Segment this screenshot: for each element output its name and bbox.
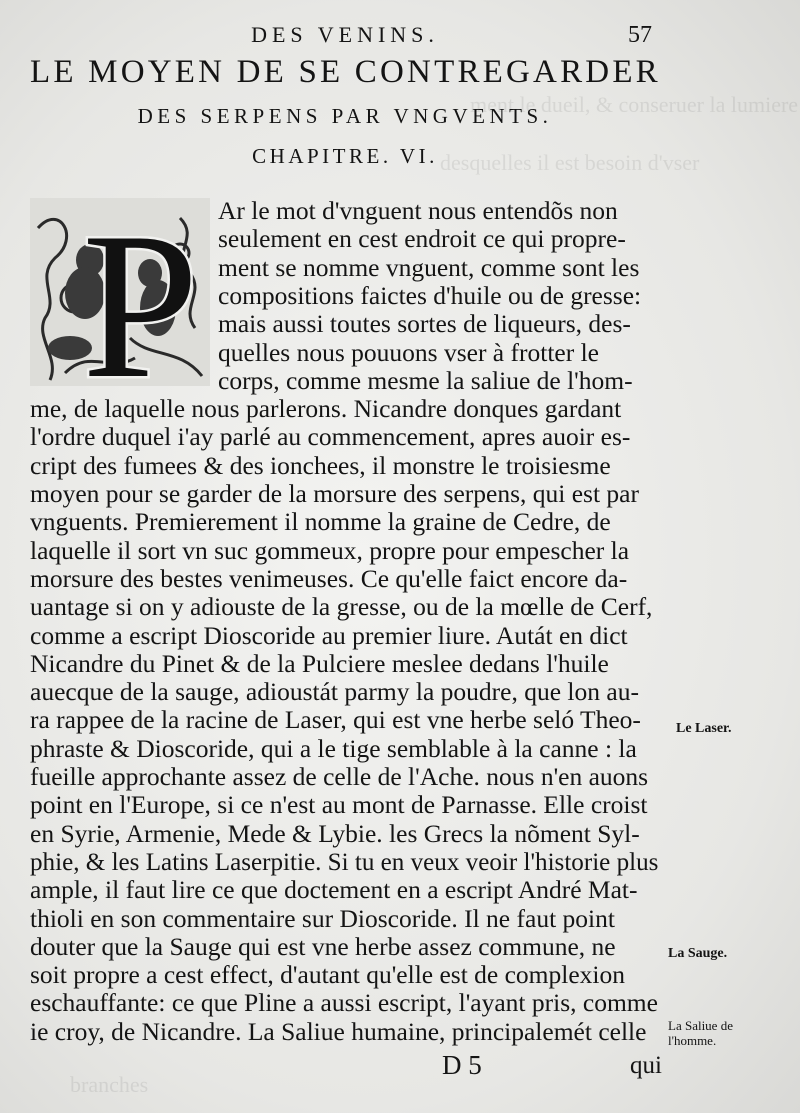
svg-text:P: P xyxy=(82,198,199,386)
text-line: Nicandre du Pinet & de la Pulciere meslee dedans l'huile xyxy=(30,648,609,678)
text-line: corps, comme mesme la saliue de l'hom- xyxy=(218,365,633,395)
text-line: fueille approchante assez de celle de l'Ache. nous n'en auons xyxy=(30,762,649,791)
margin-note-laser: Le Laser. xyxy=(676,721,732,736)
decorated-initial xyxy=(30,198,210,386)
text-line: phie, & les Latins Laserpitie. Si tu en veux veoir l'historie plus xyxy=(30,846,659,876)
text-line: uantage si on y adiouste de la gresse, ou de la mœlle de Cerf, xyxy=(30,592,653,622)
running-head: DES VENINS. xyxy=(251,22,439,47)
text-line: en Syrie, Armenie, Mede & Lybie. les Grecs la nõment Syl- xyxy=(30,818,640,848)
text-line: quelles nous pouuons vser à frotter le xyxy=(218,337,599,367)
chapter-number: CHAPITRE. VI. xyxy=(252,144,438,168)
text-line: eschauffante: ce que Pline a aussi escript, l'ayant pris, comme xyxy=(30,988,658,1018)
text-line: phraste & Dioscoride, qui a le tige semblable à la canne : la xyxy=(30,733,637,763)
text-line: mais aussi toutes sortes de liqueurs, des- xyxy=(218,309,631,339)
text-line: vnguents. Premierement il nomme la graine de Cedre, de xyxy=(30,507,611,537)
chapter-subtitle: DES SERPENS PAR VNGVENTS. xyxy=(137,104,553,128)
margin-note-saliue: La Saliue de l'homme. xyxy=(668,1018,733,1048)
text-line: ra rappee de la racine de Laser, qui est vne herbe seló Theo- xyxy=(30,705,641,735)
text-line: compositions faictes d'huile ou de gresse: xyxy=(218,280,642,310)
text-line: point en l'Europe, si ce n'est au mont de Parnasse. Elle croist xyxy=(30,790,648,820)
text-line: Ar le mot d'vnguent nous entendõs non xyxy=(218,196,618,225)
text-line: thioli en son commentaire sur Dioscoride. Il ne faut point xyxy=(30,903,615,933)
text-line: l'ordre duquel i'ay parlé au commencement, apres auoir es- xyxy=(30,422,631,452)
text-line: cript des fumees & des ionchees, il monstre le troisiesme xyxy=(30,450,611,480)
text-line: auecque de la sauge, adioustát parmy la poudre, que lon au- xyxy=(30,677,639,707)
bleed-through-text: desquelles il est besoin d'vser xyxy=(440,150,700,175)
text-line: ie croy, de Nicandre. La Saliue humaine, principalemét celle xyxy=(30,1016,647,1046)
text-line: soit propre a cest effect, d'autant qu'elle est de complexion xyxy=(30,960,626,990)
bleed-through-text: ment le dueil, & conseruer la lumiere xyxy=(470,92,799,117)
text-line: ample, il faut lire ce que doctement en a escript André Mat- xyxy=(30,875,638,905)
bleed-through-text: branches xyxy=(70,1072,149,1097)
text-line: ment se nomme vnguent, comme sont les xyxy=(218,252,640,282)
text-line: morsure des bestes venimeuses. Ce qu'elle faict encore da- xyxy=(30,563,628,593)
signature-mark: D 5 xyxy=(442,1050,482,1080)
text-line: seulement en cest endroit ce qui propre- xyxy=(218,224,626,254)
text-line: douter que la Sauge qui est vne herbe assez commune, ne xyxy=(30,931,616,961)
page-number: 57 xyxy=(628,22,652,48)
text-line: laquelle il sort vn suc gommeux, propre pour empescher la xyxy=(30,535,630,565)
catchword: qui xyxy=(630,1052,662,1079)
text-line: me, de laquelle nous parlerons. Nicandre donques gardant xyxy=(30,394,622,424)
chapter-title: LE MOYEN DE SE CONTREGARDER xyxy=(30,54,661,90)
text-line: comme a escript Dioscoride au premier liure. Autát en dict xyxy=(30,620,628,650)
margin-note-sauge: La Sauge. xyxy=(668,946,728,961)
ornament-illustration xyxy=(30,198,210,386)
text-line: moyen pour se garder de la morsure des serpens, qui est par xyxy=(30,479,639,508)
